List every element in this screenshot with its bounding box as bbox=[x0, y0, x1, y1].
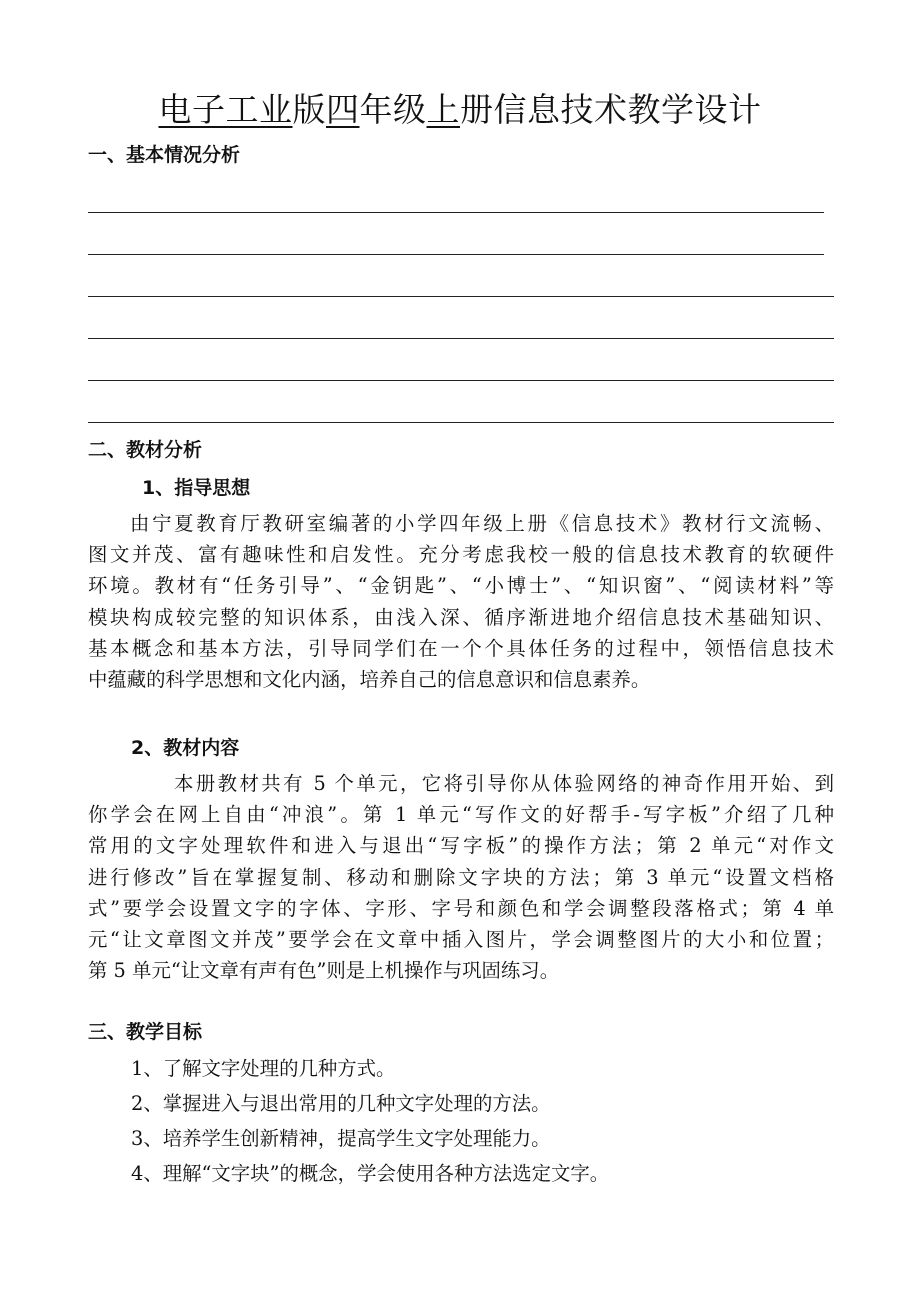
title-part-volume: 上 bbox=[426, 90, 460, 129]
subsection-guiding-idea-heading: 1、指导思想 bbox=[142, 477, 251, 499]
section1-heading: 一、基本情况分析 bbox=[88, 144, 241, 166]
paragraph-line: 由宁夏教育厅教研室编著的小学四年级上册《信息技术》教材行文流畅、 bbox=[130, 512, 834, 535]
paragraph-line: 环境。教材有“任务引导”、“金钥匙”、“小博士”、“知识窗”、“阅读材料”等 bbox=[88, 574, 834, 598]
objective-item-4: 4、理解“文字块”的概念，学会使用各种方法选定文字。 bbox=[131, 1162, 610, 1185]
blank-line-1 bbox=[88, 212, 824, 213]
paragraph-line: 常用的文字处理软件和进入与退出“写字板”的操作方法；第 2 单元“对作文 bbox=[88, 834, 834, 858]
section3-heading: 三、教学目标 bbox=[88, 1021, 203, 1043]
paragraph-line: 元“让文章图文并茂”要学会在文章中插入图片，学会调整图片的大小和位置； bbox=[88, 928, 834, 952]
guiding-idea-paragraph bbox=[88, 508, 834, 695]
paragraph-line: 进行修改”旨在掌握复制、移动和删除文字块的方法；第 3 单元“设置文档格 bbox=[88, 865, 834, 889]
content-paragraph bbox=[88, 768, 834, 986]
paragraph-line: 第 5 单元“让文章有声有色”则是上机操作与巩固练习。 bbox=[88, 959, 560, 983]
title-part-publisher: 电子工业 bbox=[158, 90, 293, 129]
blank-line-2 bbox=[88, 254, 824, 255]
blank-line-6 bbox=[88, 422, 834, 423]
title-part-grade-suffix: 年级 bbox=[359, 90, 427, 129]
title-part-edition: 版 bbox=[292, 90, 326, 129]
blank-line-4 bbox=[88, 338, 834, 339]
blank-line-3 bbox=[88, 296, 834, 297]
paragraph-line: 本册教材共有 5 个单元，它将引导你从体验网络的神奇作用开始、到 bbox=[174, 772, 834, 795]
paragraph-line: 中蕴藏的科学思想和文化内涵，培养自己的信息意识和信息素养。 bbox=[88, 668, 651, 692]
paragraph-line: 式”要学会设置文字的字体、字形、字号和颜色和学会调整段落格式；第 4 单 bbox=[88, 896, 834, 920]
page-title bbox=[0, 88, 920, 132]
paragraph-line: 你学会在网上自由“冲浪”。第 1 单元“写作文的好帮手-写字板”介绍了几种 bbox=[88, 803, 834, 827]
objective-item-1: 1、了解文字处理的几种方式。 bbox=[131, 1057, 396, 1080]
objective-item-3: 3、培养学生创新精神，提高学生文字处理能力。 bbox=[131, 1127, 551, 1150]
paragraph-line: 基本概念和基本方法，引导同学们在一个个具体任务的过程中，领悟信息技术 bbox=[88, 636, 834, 660]
section2-heading: 二、教材分析 bbox=[88, 439, 203, 461]
title-part-subject: 册信息技术教学设计 bbox=[460, 90, 762, 129]
objective-item-2: 2、掌握进入与退出常用的几种文字处理的方法。 bbox=[131, 1092, 551, 1115]
title-part-grade: 四 bbox=[326, 90, 360, 129]
subsection-content-heading: 2、教材内容 bbox=[131, 737, 240, 759]
paragraph-line: 图文并茂、富有趣味性和启发性。充分考虑我校一般的信息技术教育的软硬件 bbox=[88, 543, 834, 567]
paragraph-line: 模块构成较完整的知识体系，由浅入深、循序渐进地介绍信息技术基础知识、 bbox=[88, 605, 834, 629]
blank-line-5 bbox=[88, 380, 834, 381]
